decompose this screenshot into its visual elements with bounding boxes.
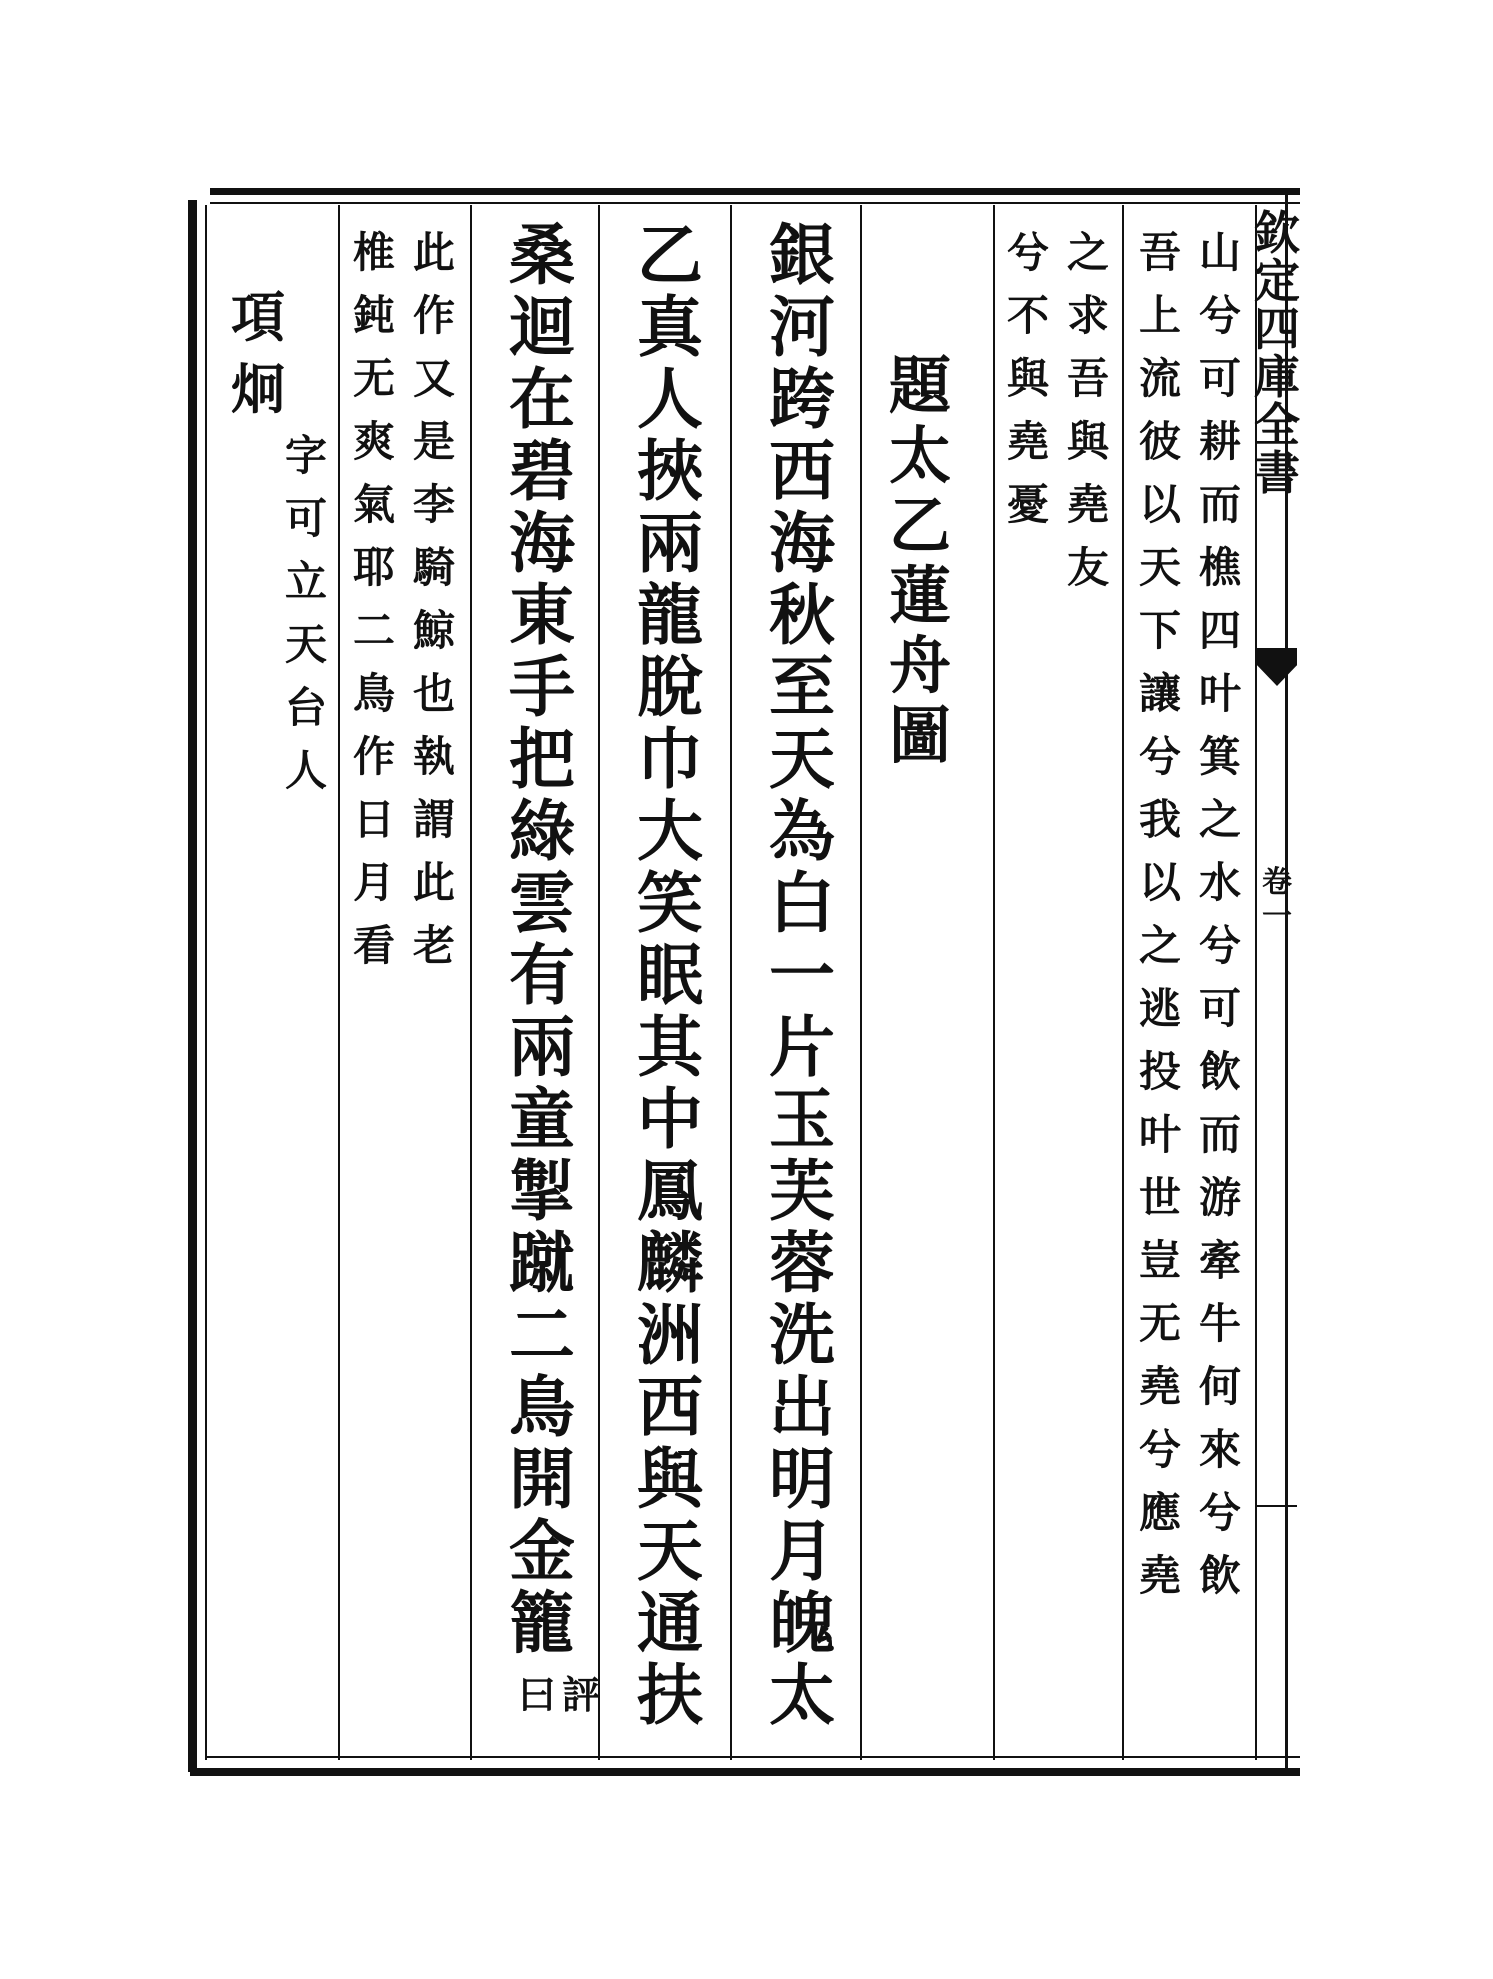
glyph: 兮	[1198, 921, 1241, 970]
glyph: 游	[1198, 1173, 1241, 1222]
glyph: 樵	[1198, 543, 1241, 592]
glyph: 題	[888, 349, 951, 422]
poem-line	[760, 216, 844, 1734]
glyph: 流	[1138, 354, 1181, 403]
glyph: 一	[769, 936, 835, 1014]
glyph: 鯨	[412, 606, 455, 655]
column-divider	[470, 205, 472, 1760]
column-divider	[338, 205, 340, 1760]
glyph: 炯	[231, 357, 285, 421]
glyph: 堯	[1006, 417, 1049, 466]
glyph: 豈	[1138, 1236, 1181, 1285]
glyph: 至	[769, 648, 835, 726]
column-divider	[730, 205, 732, 1760]
glyph: 金	[509, 1512, 575, 1590]
glyph: 天	[284, 620, 327, 669]
glyph: 白	[769, 864, 835, 942]
glyph: 字	[284, 431, 327, 480]
glyph: 舟	[888, 629, 951, 702]
glyph: 上	[1138, 291, 1181, 340]
commentary-column	[1056, 228, 1120, 610]
commentary-column	[1188, 228, 1252, 1618]
critique-line	[342, 228, 406, 988]
glyph: 日	[352, 795, 395, 844]
glyph: 之	[1198, 795, 1241, 844]
glyph: 應	[1138, 1488, 1181, 1537]
glyph: 我	[1138, 795, 1181, 844]
glyph: 謂	[412, 795, 455, 844]
glyph: 可	[1198, 984, 1241, 1033]
glyph: 憂	[1006, 480, 1049, 529]
glyph: 人	[637, 360, 703, 438]
glyph: 友	[1066, 543, 1109, 592]
glyph: 月	[769, 1512, 835, 1590]
frame-top-inner-rule	[210, 202, 1300, 204]
author-name	[222, 285, 294, 434]
glyph: 與	[637, 1440, 703, 1518]
glyph: 把	[509, 720, 575, 798]
glyph: 龍	[637, 576, 703, 654]
glyph: 堯	[1138, 1551, 1181, 1600]
glyph: 兮	[1006, 228, 1049, 277]
glyph: 西	[769, 432, 835, 510]
glyph: 東	[509, 576, 575, 654]
glyph: 逃	[1138, 984, 1181, 1033]
glyph: 椎	[352, 228, 395, 277]
glyph: 真	[637, 288, 703, 366]
glyph: 四	[1254, 302, 1300, 356]
glyph: 是	[412, 417, 455, 466]
glyph: 立	[284, 557, 327, 606]
glyph: 爽	[352, 417, 395, 466]
glyph: 蹴	[509, 1224, 575, 1302]
glyph: 堯	[1066, 480, 1109, 529]
glyph: 銀	[769, 216, 835, 294]
frame-left-rule	[188, 200, 197, 1772]
glyph: 又	[412, 354, 455, 403]
glyph: 河	[769, 288, 835, 366]
glyph: 投	[1138, 1047, 1181, 1096]
glyph: 牽	[1198, 1236, 1241, 1285]
glyph: 可	[284, 494, 327, 543]
glyph: 兩	[637, 504, 703, 582]
glyph: 通	[637, 1584, 703, 1662]
frame-top-rule	[210, 188, 1300, 195]
frame-left-inner-rule	[205, 205, 207, 1760]
glyph: 出	[769, 1368, 835, 1446]
glyph: 天	[1138, 543, 1181, 592]
glyph: 迴	[509, 288, 575, 366]
glyph: 扶	[637, 1656, 703, 1734]
glyph: 玉	[769, 1080, 835, 1158]
glyph: 水	[1198, 858, 1241, 907]
glyph: 片	[769, 1008, 835, 1086]
glyph: 手	[509, 648, 575, 726]
glyph: 氣	[352, 480, 395, 529]
glyph: 碧	[509, 432, 575, 510]
glyph: 之	[1138, 921, 1181, 970]
glyph: 來	[1198, 1425, 1241, 1474]
glyph: 海	[509, 504, 575, 582]
frame-bottom-inner-rule	[205, 1756, 1300, 1758]
critique-line	[402, 228, 466, 988]
glyph: 四	[1198, 606, 1241, 655]
glyph: 何	[1198, 1362, 1241, 1411]
glyph: 飲	[1198, 1551, 1241, 1600]
glyph: 此	[412, 228, 455, 277]
glyph: 讓	[1138, 669, 1181, 718]
glyph: 卷	[1262, 865, 1292, 900]
glyph: 天	[637, 1512, 703, 1590]
glyph: 庫	[1254, 350, 1300, 404]
glyph: 籠	[509, 1584, 575, 1662]
glyph: 執	[412, 732, 455, 781]
glyph: 圖	[888, 699, 951, 772]
glyph: 下	[1138, 606, 1181, 655]
glyph: 魄	[769, 1584, 835, 1662]
glyph: 中	[637, 1080, 703, 1158]
glyph: 綠	[509, 792, 575, 870]
glyph: 童	[509, 1080, 575, 1158]
glyph: 太	[888, 419, 951, 492]
glyph: 西	[637, 1368, 703, 1446]
glyph: 欽	[1254, 206, 1300, 260]
glyph: 太	[769, 1656, 835, 1734]
glyph: 彼	[1138, 417, 1181, 466]
glyph: 鈍	[352, 291, 395, 340]
glyph: 蓮	[888, 559, 951, 632]
glyph: 海	[769, 504, 835, 582]
glyph: 明	[769, 1440, 835, 1518]
author-note	[276, 431, 336, 813]
glyph: 求	[1066, 291, 1109, 340]
glyph: 挾	[637, 432, 703, 510]
glyph: 騎	[412, 543, 455, 592]
glyph: 世	[1138, 1173, 1181, 1222]
glyph: 乙	[637, 216, 703, 294]
glyph: 在	[509, 360, 575, 438]
glyph: 項	[231, 285, 285, 349]
glyph: 一	[1262, 899, 1292, 934]
glyph: 脫	[637, 648, 703, 726]
glyph: 鳥	[352, 669, 395, 718]
commentary-column	[996, 228, 1060, 547]
commentary-column	[1128, 228, 1192, 1618]
glyph: 天	[769, 720, 835, 798]
glyph: 麟	[637, 1224, 703, 1302]
glyph: 書	[1254, 446, 1300, 500]
glyph: 也	[412, 669, 455, 718]
glyph: 桑	[509, 216, 575, 294]
glyph: 與	[1066, 417, 1109, 466]
glyph: 作	[352, 732, 395, 781]
glyph: 二	[509, 1296, 575, 1374]
column-divider	[1122, 205, 1124, 1760]
frame-bottom-rule	[190, 1768, 1300, 1776]
glyph: 而	[1198, 1110, 1241, 1159]
glyph: 開	[509, 1440, 575, 1518]
critique-label	[490, 1672, 600, 1720]
glyph: 兮	[1138, 732, 1181, 781]
poem-title	[880, 349, 960, 775]
glyph: 兮	[1138, 1425, 1181, 1474]
glyph: 鳥	[509, 1368, 575, 1446]
glyph: 吾	[1138, 228, 1181, 277]
glyph: 掣	[509, 1152, 575, 1230]
glyph: 以	[1138, 480, 1181, 529]
glyph: 李	[412, 480, 455, 529]
glyph: 跨	[769, 360, 835, 438]
glyph: 乙	[888, 489, 951, 562]
glyph: 秋	[769, 576, 835, 654]
glyph: 飲	[1198, 1047, 1241, 1096]
glyph: 月	[352, 858, 395, 907]
glyph: 箕	[1198, 732, 1241, 781]
glyph: 兩	[509, 1008, 575, 1086]
glyph: 為	[769, 792, 835, 870]
glyph: 以	[1138, 858, 1181, 907]
poem-line	[628, 216, 712, 1734]
glyph: 无	[352, 354, 395, 403]
glyph: 作	[412, 291, 455, 340]
glyph: 看	[352, 921, 395, 970]
glyph: 巾	[637, 720, 703, 798]
glyph: 芙	[769, 1152, 835, 1230]
glyph: 耶	[352, 543, 395, 592]
glyph: 大	[637, 792, 703, 870]
glyph: 可	[1198, 354, 1241, 403]
glyph: 笑	[637, 864, 703, 942]
glyph: 與	[1006, 354, 1049, 403]
glyph: 耕	[1198, 417, 1241, 466]
margin-divider	[1257, 1505, 1297, 1507]
glyph: 人	[284, 746, 327, 795]
poem-line	[500, 216, 584, 1662]
column-divider	[860, 205, 862, 1760]
glyph: 二	[352, 606, 395, 655]
glyph: 不	[1006, 291, 1049, 340]
glyph: 有	[509, 936, 575, 1014]
glyph: 雲	[509, 864, 575, 942]
glyph: 蓉	[769, 1224, 835, 1302]
glyph: 之	[1066, 228, 1109, 277]
glyph: 眠	[637, 936, 703, 1014]
glyph: 老	[412, 921, 455, 970]
glyph: 曰	[517, 1672, 556, 1717]
glyph: 堯	[1138, 1362, 1181, 1411]
glyph: 而	[1198, 480, 1241, 529]
glyph: 台	[284, 683, 327, 732]
glyph: 鳳	[637, 1152, 703, 1230]
glyph: 叶	[1138, 1110, 1181, 1159]
glyph: 兮	[1198, 291, 1241, 340]
glyph: 其	[637, 1008, 703, 1086]
glyph: 全	[1254, 398, 1300, 452]
glyph: 此	[412, 858, 455, 907]
margin-book-title	[1254, 206, 1300, 550]
glyph: 无	[1138, 1299, 1181, 1348]
margin-volume	[1262, 865, 1292, 936]
fish-tail-mark	[1257, 648, 1297, 686]
glyph: 吾	[1066, 354, 1109, 403]
glyph: 評	[561, 1672, 600, 1717]
glyph: 洲	[637, 1296, 703, 1374]
glyph: 洗	[769, 1296, 835, 1374]
glyph: 定	[1254, 254, 1300, 308]
column-divider	[993, 205, 995, 1760]
glyph: 兮	[1198, 1488, 1241, 1537]
glyph: 山	[1198, 228, 1241, 277]
column-divider	[598, 205, 600, 1760]
glyph: 牛	[1198, 1299, 1241, 1348]
glyph: 叶	[1198, 669, 1241, 718]
